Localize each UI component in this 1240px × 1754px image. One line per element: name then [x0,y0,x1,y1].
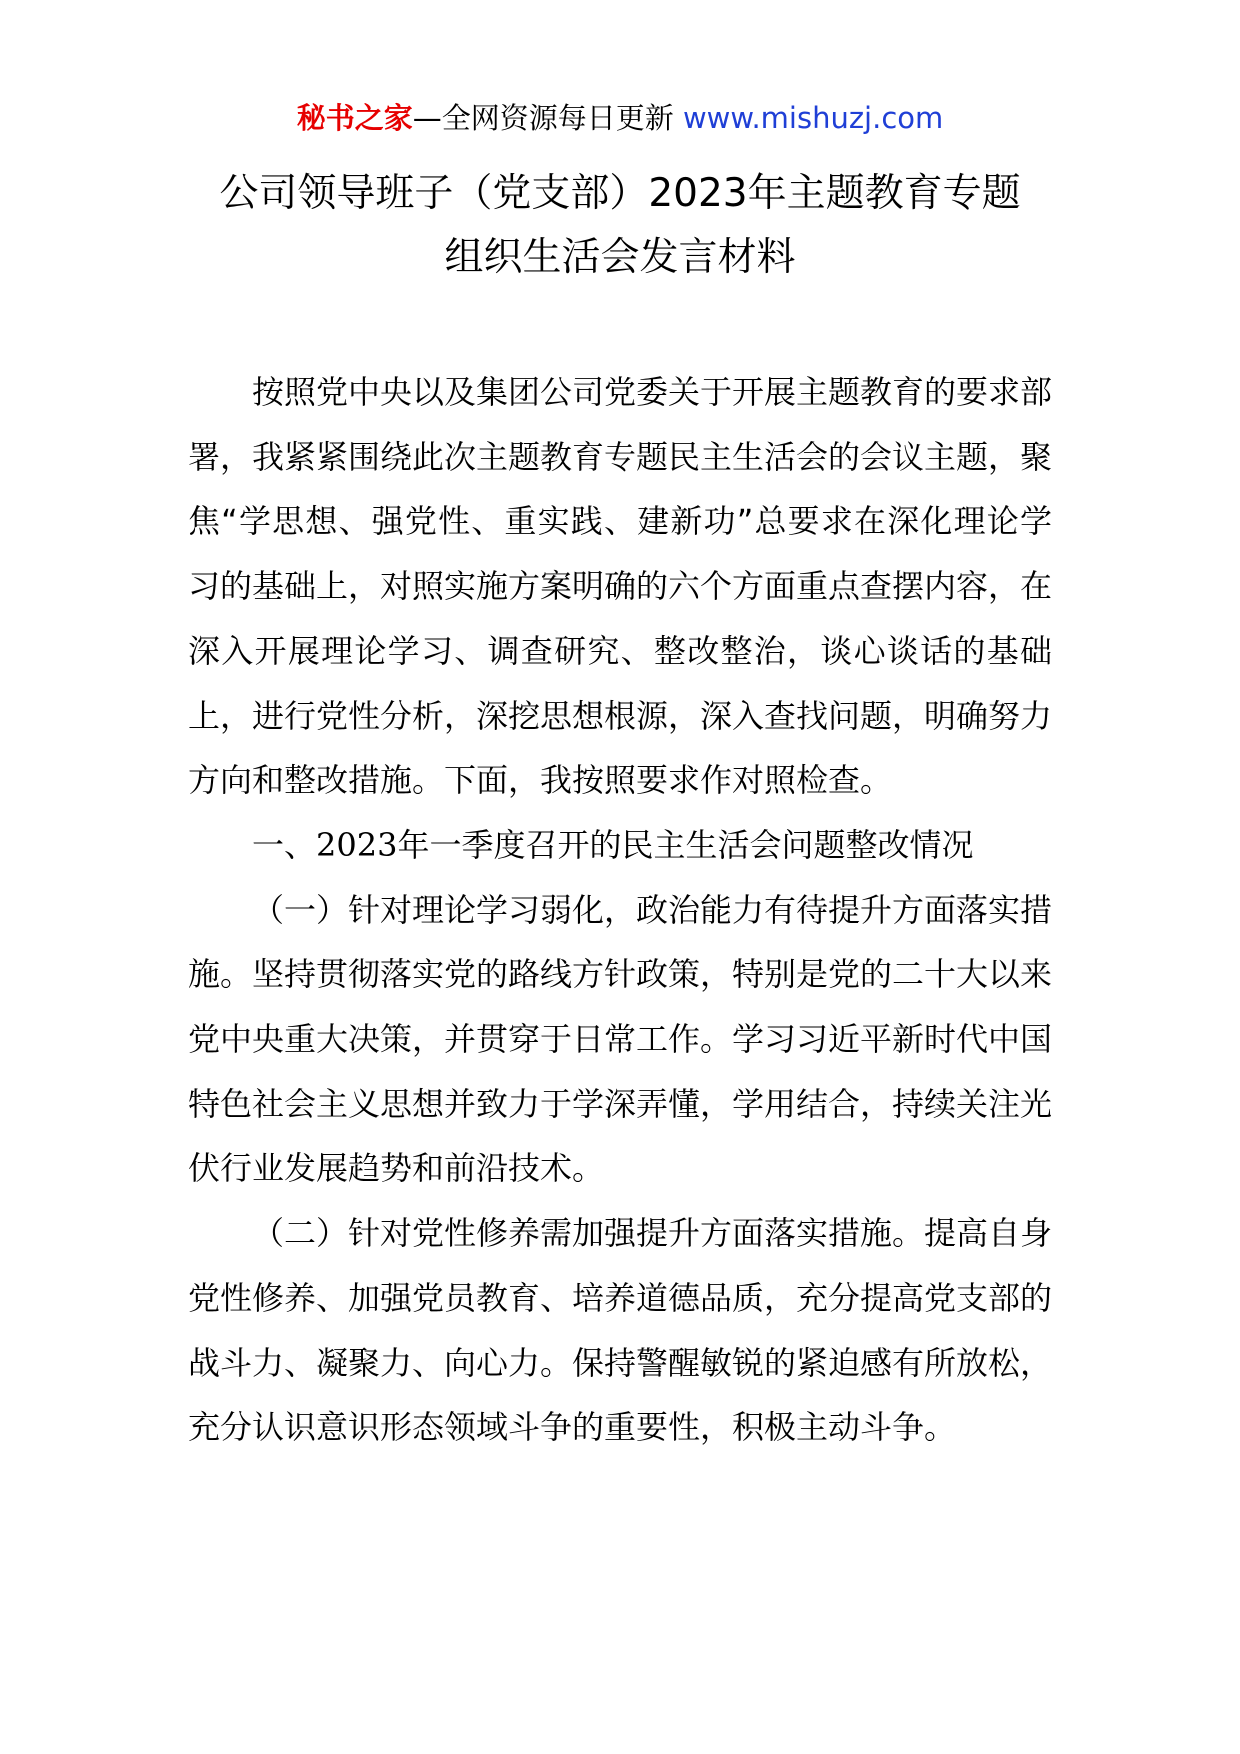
banner-slogan: —全网资源每日更新 [412,101,683,135]
paragraph-item-1: （一）针对理论学习弱化，政治能力有待提升方面落实措施。坚持贯彻落实党的路线方针政策，特别是党的二十大以来党中央重大决策，并贯穿于日常工作。学习习近平新时代中国特色社会主义思想并致力于学深弄懂，学用结合，持续关注光伏行业发展趋势和前沿技术。 [188,890,1053,1188]
brand-name: 秘书之家 [296,101,413,135]
site-banner [0,98,1240,138]
title-line-1: 公司领导班子（党支部）2023年主题教育专题 [219,171,1021,216]
section-heading-1: 一、2023年一季度召开的民主生活会问题整改情况 [252,825,974,864]
document-body [188,360,1052,1460]
title-line-2: 组织生活会发言材料 [444,235,796,280]
intro-paragraph: 按照党中央以及集团公司党委关于开展主题教育的要求部署，我紧紧围绕此次主题教育专题民主生活会的会议主题，聚焦“学思想、强党性、重实践、建新功”总要求在深化理论学习的基础上，对照实施方案明确的六个方面重点查摆内容，在深入开展理论学习、调查研究、整改整治，谈心谈话的基础上，进行党性分析，深挖思想根源，深入查找问题，明确努力方向和整改措施。下面，我按照要求作对照检查。 [188,373,1053,800]
site-url-link[interactable]: www.mishuzj.com [682,101,944,135]
document-title [0,162,1240,290]
paragraph-item-2: （二）针对党性修养需加强提升方面落实措施。提高自身党性修养、加强党员教育、培养道德品质，充分提高党支部的战斗力、凝聚力、向心力。保持警醒敏锐的紧迫感有所放松，充分认识意识形态领域斗争的重要性，积极主动斗争。 [188,1214,1053,1447]
